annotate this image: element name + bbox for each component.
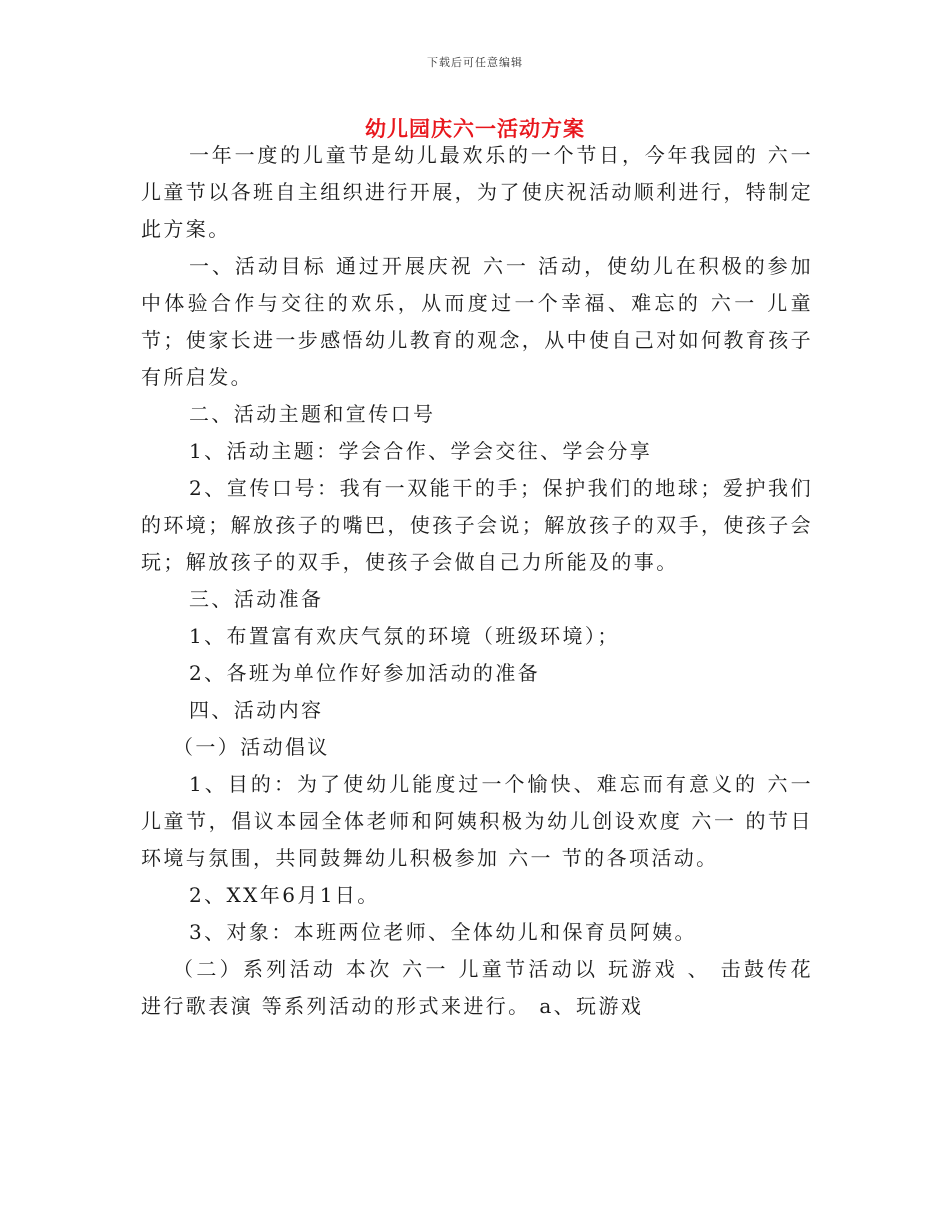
paragraph-slogan: 2、宣传口号：我有一双能干的手；保护我们的地球；爱护我们的环境；解放孩子的嘴巴，使孩子会说；解放孩子的双手，使孩子会玩；解放孩子的双手，使孩子会做自己力所能及的事。	[141, 476, 813, 574]
paragraph-theme: 1、活动主题：学会合作、学会交往、学会分享	[189, 439, 653, 463]
paragraph-intro: 一年一度的儿童节是幼儿最欢乐的一个节日，今年我园的 六一 儿童节以各班自主组织进行开展，为了使庆祝活动顺利进行，特制定此方案。	[141, 143, 813, 241]
heading-preparation: 三、活动准备	[189, 587, 324, 611]
paragraph-prep-class: 2、各班为单位作好参加活动的准备	[189, 661, 541, 685]
subheading-initiative: （一）活动倡议	[173, 735, 330, 759]
document-title: 幼儿园庆六一活动方案	[365, 117, 585, 141]
document-body	[141, 137, 813, 1025]
heading-theme-slogan: 二、活动主题和宣传口号	[189, 402, 436, 426]
paragraph-audience: 3、对象：本班两位老师、全体幼儿和保育员阿姨。	[189, 920, 697, 944]
page-header-note: 下载后可任意编辑	[427, 56, 523, 69]
paragraph-purpose: 1、目的：为了使幼儿能度过一个愉快、难忘而有意义的 六一 儿童节，倡议本园全体老师和阿姨积极为幼儿创设欢度 六一 的节日环境与氛围，共同鼓舞幼儿积极参加 六一 节的各项活动。	[141, 772, 813, 870]
heading-content: 四、活动内容	[189, 698, 324, 722]
paragraph-prep-environment: 1、布置富有欢庆气氛的环境（班级环境）；	[189, 624, 620, 648]
paragraph-goal: 一、活动目标 通过开展庆祝 六一 活动，使幼儿在积极的参加中体验合作与交往的欢乐，从而度过一个幸福、难忘的 六一 儿童节；使家长进一步感悟幼儿教育的观念，从中使自己对如何教育孩子有所启发。	[141, 254, 813, 389]
paragraph-date: 2、XX年6月1日。	[189, 883, 380, 907]
paragraph-series-activities: （二）系列活动 本次 六一 儿童节活动以 玩游戏 、 击鼓传花 进行歌表演 等系列活动的形式来进行。 a、玩游戏	[141, 957, 813, 1018]
